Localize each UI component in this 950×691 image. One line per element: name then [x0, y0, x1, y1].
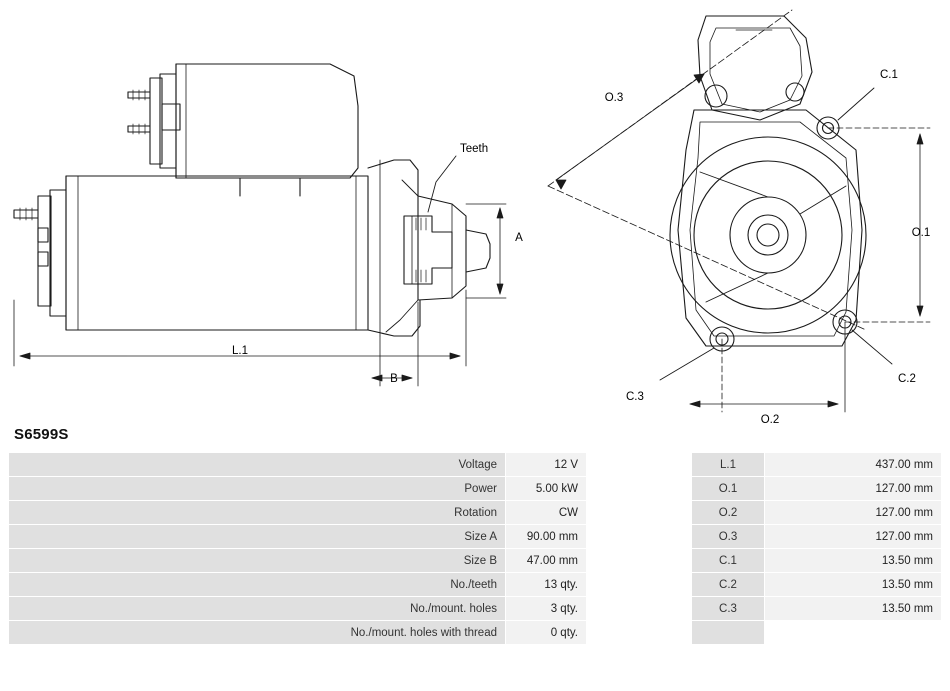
spec-value: 47.00 mm [506, 549, 587, 573]
spacer-cell [587, 453, 692, 477]
dim-value-cell-empty [765, 621, 942, 645]
label-c3: C.3 [626, 391, 644, 403]
dim-label-cell: O.2 [692, 501, 765, 525]
leader-c1 [838, 88, 874, 120]
label-o2: O.2 [760, 414, 780, 426]
dim-value-cell: 13.50 mm [765, 549, 942, 573]
dim-label-cell-empty [692, 621, 765, 645]
dim-value-cell: 13.50 mm [765, 573, 942, 597]
label-c1: C.1 [880, 69, 898, 81]
dim-value-cell: 437.00 mm [765, 453, 942, 477]
specifications-table [8, 452, 942, 645]
end-view-drawing [670, 16, 866, 351]
dim-label-cell: C.1 [692, 549, 765, 573]
table-row [9, 453, 942, 477]
table-row [9, 621, 942, 645]
leader-c2 [852, 330, 892, 364]
spec-value: 90.00 mm [506, 525, 587, 549]
dimension-o3 [548, 10, 866, 330]
spec-label: Voltage [9, 453, 506, 477]
spacer-cell [587, 525, 692, 549]
dim-value-cell: 13.50 mm [765, 597, 942, 621]
label-b: B [390, 373, 398, 385]
spec-value: 3 qty. [506, 597, 587, 621]
spacer-cell [587, 573, 692, 597]
spacer-cell [587, 549, 692, 573]
spacer-cell [587, 477, 692, 501]
dim-value-cell: 127.00 mm [765, 525, 942, 549]
dim-label-cell: O.3 [692, 525, 765, 549]
dim-label-cell: O.1 [692, 477, 765, 501]
spacer-cell [587, 597, 692, 621]
table-row [9, 477, 942, 501]
label-o3: O.3 [604, 92, 624, 104]
dim-label-cell: C.3 [692, 597, 765, 621]
label-a: A [515, 232, 523, 244]
spec-label: No./mount. holes with thread [9, 621, 506, 645]
leader-c3 [660, 348, 714, 380]
spec-value: 5.00 kW [506, 477, 587, 501]
dimension-o1 [828, 128, 930, 322]
dimension-a [466, 204, 506, 298]
label-l1: L.1 [232, 345, 248, 357]
spec-label: Size A [9, 525, 506, 549]
table-row [9, 573, 942, 597]
spec-label: No./teeth [9, 573, 506, 597]
spec-label: No./mount. holes [9, 597, 506, 621]
dim-value-cell: 127.00 mm [765, 501, 942, 525]
spec-value: 0 qty. [506, 621, 587, 645]
spec-value: 12 V [506, 453, 587, 477]
dim-value-cell: 127.00 mm [765, 477, 942, 501]
part-number: S6599S [14, 426, 69, 443]
spec-value: CW [506, 501, 587, 525]
spacer-cell [587, 621, 692, 645]
spec-label: Rotation [9, 501, 506, 525]
label-teeth: Teeth [460, 143, 489, 155]
table-row [9, 501, 942, 525]
label-c2: C.2 [898, 373, 916, 385]
spec-label: Size B [9, 549, 506, 573]
dim-label-cell: C.2 [692, 573, 765, 597]
label-o1: O.1 [911, 227, 931, 239]
dim-label-cell: L.1 [692, 453, 765, 477]
side-view-drawing [14, 64, 490, 336]
spacer-cell [587, 501, 692, 525]
table-row [9, 525, 942, 549]
table-row [9, 597, 942, 621]
spec-label: Power [9, 477, 506, 501]
table-row [9, 549, 942, 573]
spec-table-body [9, 453, 942, 645]
spec-value: 13 qty. [506, 573, 587, 597]
